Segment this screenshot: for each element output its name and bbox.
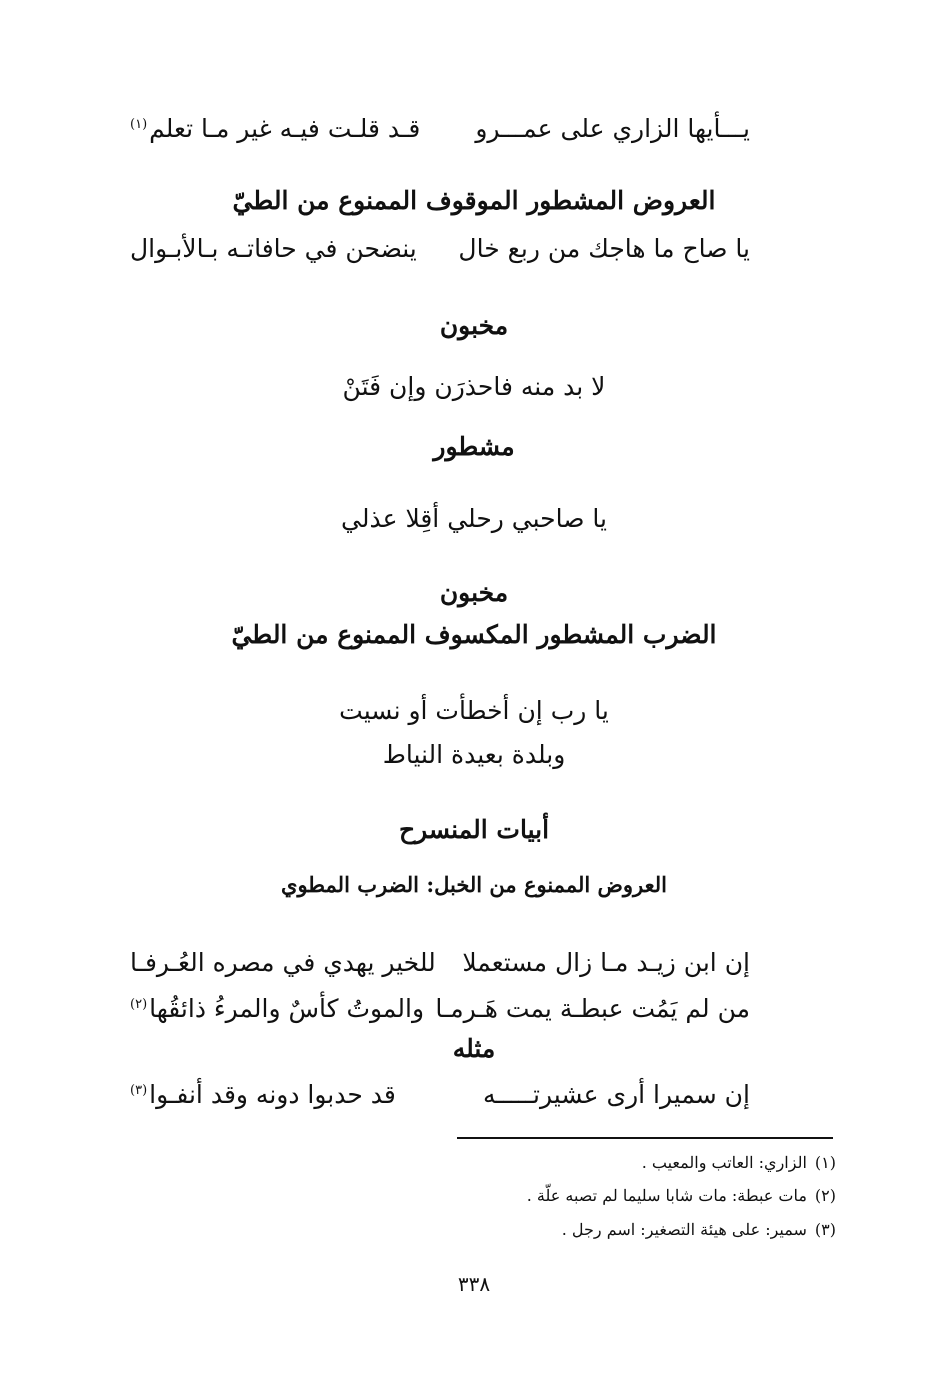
footnote-2-text: مات عبطة: مات شابا سليما لم تصبه علّة . (526, 1186, 807, 1205)
verse-7 (130, 948, 750, 982)
heading-mithluh: مثله (452, 1034, 496, 1063)
heading-mashtur-mawquf: العروض المشطور الموقوف الممنوع من الطيّ (232, 186, 716, 215)
footnote-ref-2: (٢) (130, 996, 148, 1012)
footnote-1 (642, 1153, 836, 1172)
verse-7-first-hemistich: إن ابن زيـد مـا زال مستعملا (462, 948, 750, 977)
verse-line-4: يا صاحبي رحلي أقِلا عذلي (341, 504, 607, 533)
verse-8-first-hemistich: من لم يَمُت عبطـة يمت هَـرمـا (435, 994, 750, 1023)
heading-mashtur: مشطور (433, 432, 515, 461)
verse-line-6: وبلدة بعيدة النياط (382, 740, 566, 769)
footnote-3 (562, 1220, 836, 1239)
footnote-1-number: (١) (814, 1153, 836, 1172)
verse-1-second-hemistich: قـد قلـت فيـه غير مـا تعلم (149, 114, 421, 143)
verse-line-5: يا رب إن أخطأت أو نسيت (339, 696, 609, 725)
verse-9 (130, 1080, 750, 1114)
footnote-1-text: الزاري: العاتب والمعيب . (641, 1153, 807, 1172)
footnote-separator (457, 1137, 833, 1139)
verse-2 (130, 234, 750, 268)
heading-makhbun-1: مخبون (439, 311, 509, 340)
footnote-2 (527, 1186, 836, 1205)
verse-8-second-hemistich: والموتُ كأسٌ والمرءُ ذائقُها (149, 994, 425, 1023)
footnote-2-number: (٢) (814, 1186, 836, 1205)
footnote-ref-3: (٣) (130, 1082, 148, 1098)
verse-7-second-hemistich: للخير يهدي في مصره العُـرفـا (130, 948, 436, 977)
heading-abyat-munsarih: أبيات المنسرح (398, 815, 550, 844)
verse-9-first-hemistich: إن سميرا أرى عشيرتـــــه (483, 1080, 750, 1109)
verse-2-first-hemistich: يا صاح ما هاجك من ربع خال (458, 234, 750, 263)
heading-arud-mamnu-khabl: العروض الممنوع من الخبل: الضرب المطوي (281, 872, 667, 897)
verse-8 (130, 994, 750, 1028)
footnote-3-text: سمير: على هيئة التصغير: اسم رجل . (561, 1220, 807, 1239)
verse-2-second-hemistich: ينضحن في حافاتـه بـالأبـوال (130, 234, 417, 263)
footnote-ref-1: (١) (130, 116, 148, 132)
verse-line-3: لا بد منه فاحذرَن وإن فَتَنْ (342, 372, 606, 401)
verse-1-first-hemistich: يـــأيها الزاري على عمـــرو (475, 114, 750, 143)
page-number: ٣٣٨ (457, 1272, 491, 1296)
heading-makhbun-2: مخبون (439, 578, 509, 607)
heading-darb-mashtur-makshuf: الضرب المشطور المكسوف الممنوع من الطيّ (231, 620, 717, 649)
verse-1 (130, 114, 750, 148)
footnote-3-number: (٣) (814, 1220, 836, 1239)
verse-9-second-hemistich: قد حدبوا دونه وقد أنفـوا (149, 1080, 396, 1109)
